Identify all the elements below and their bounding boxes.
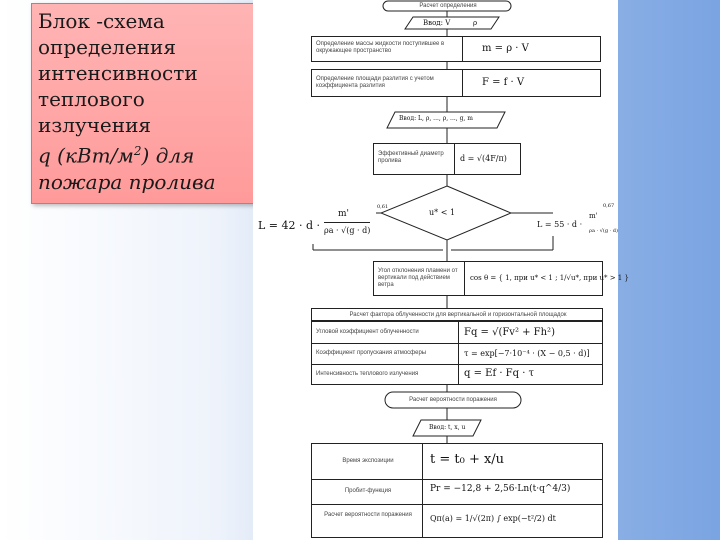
probability-table <box>311 443 603 538</box>
row-probit-formula: Pr = −12,8 + 2,56·Ln(t·q^4/3) <box>430 484 571 494</box>
formula-L1-den: ρa · √(g · d) <box>324 226 371 235</box>
title-line-6: пожара пролива <box>38 169 216 194</box>
formula-L1-prefix: L = 42 · d · <box>258 219 321 232</box>
input-1-rho: ρ <box>473 19 478 27</box>
row-exposure-label: Время экспозиции <box>342 458 394 464</box>
row-trans-formula: τ = exp[−7·10⁻⁴ · (X − 0,5 · d)] <box>464 349 590 358</box>
row-int-formula: q = Ef · Fq · τ <box>464 368 535 379</box>
block-diameter-formula: d = √(4F/π) <box>460 154 507 163</box>
formula-L1-num: m' <box>338 209 350 219</box>
formula-L2-num: m' <box>589 212 598 220</box>
block-angle-formula: cos θ = { 1, при u* < 1 ; 1/√u*, при u* > 1 } <box>470 274 629 282</box>
row-angle-formula: Fq = √(Fv² + Fh²) <box>464 327 555 338</box>
title-line-2: определения <box>38 35 176 59</box>
row-int-label: Интенсивность теплового излучения <box>316 371 419 377</box>
row-prob-label: Расчет вероятности поражения <box>324 512 412 518</box>
factor-header <box>311 308 603 321</box>
block-diameter-label: Эффективный диаметр пролива <box>378 151 444 164</box>
block-mass-label: Определение массы жидкости поступившее в окружающее пространство <box>316 41 445 54</box>
title-box <box>31 3 269 204</box>
row-exposure-formula: t = t₀ + x/u <box>430 452 505 467</box>
factor-header-label: Расчет фактора облученности для вертикальной и горизонтальной площадок <box>349 312 567 318</box>
block-mass <box>311 36 601 62</box>
formula-L1-exp: 0,61 <box>377 204 389 210</box>
block-angle <box>373 261 629 296</box>
block-area-label: Определение площади разлития с учетом коэффициента разлития <box>316 76 434 89</box>
block-angle-label: Угол отклонения пламени от вертикали под действием ветра <box>378 268 458 288</box>
block-mass-formula: m = ρ · V <box>482 43 529 54</box>
input-1-label: Ввод: V <box>423 19 451 27</box>
start-terminator: Расчет определения <box>419 3 477 9</box>
row-probit-label: Пробит-функция <box>344 488 392 494</box>
block-area <box>311 69 601 97</box>
prob-start-terminator: Расчет вероятности поражения <box>409 397 497 403</box>
formula-L1 <box>254 206 376 244</box>
title-line-5 <box>38 138 262 169</box>
formula-L2-den: ρa · √(g · d) <box>589 228 618 234</box>
block-area-formula: F = f · V <box>482 77 525 88</box>
input-3-label: Ввод: t, x, u <box>429 424 466 431</box>
input-2-label: Ввод: L, ρ, ..., ρ, ..., g, m <box>399 115 473 122</box>
title-line-5-sup: 2 <box>133 144 142 158</box>
block-diameter <box>373 143 521 175</box>
title-line-5a: q (кВт/м <box>38 143 134 168</box>
formula-L2-prefix: L = 55 · d · <box>537 220 583 229</box>
row-prob-formula: Qп(a) = 1/√(2π) ∫ exp(−t²/2) dt <box>430 514 556 523</box>
row-angle-label: Угловой коэффициент облученности <box>316 329 419 335</box>
title-line-3: интенсивности <box>38 61 198 85</box>
formula-L2-exp: 0,67 <box>603 203 615 209</box>
flowchart <box>253 0 629 540</box>
title-line-5b: ) для <box>141 143 195 168</box>
decision-condition: u* < 1 <box>429 208 456 217</box>
factor-table <box>311 321 603 385</box>
row-trans-label: Коэффициент пропускания атмосферы <box>316 350 427 356</box>
title-line-1: Блок -схема <box>38 9 165 33</box>
title-line-4: теплового излучения <box>38 87 152 137</box>
